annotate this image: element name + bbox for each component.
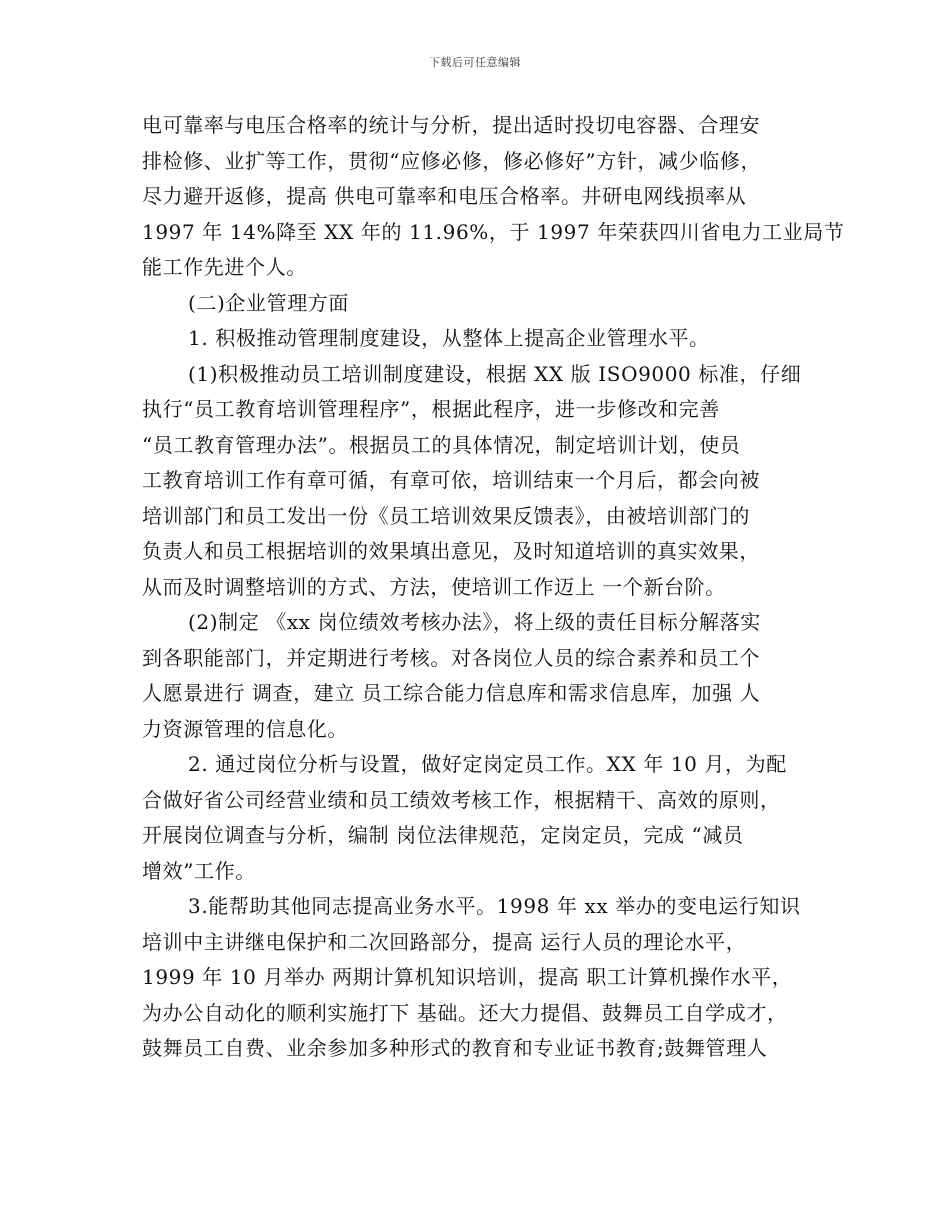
text-line: 合做好省公司经营业绩和员工绩效考核工作，根据精干、高效的原则，: [142, 787, 781, 812]
text-line: 电可靠率与电压合格率的统计与分析，提出适时投切电容器、合理安: [142, 113, 760, 137]
text-line: 1997 年 14%降至 XX 年的 11.96%，于 1997 年荣获四川省电力工业局节: [142, 219, 845, 244]
text-line: 尽力避开返修，提高 供电可靠率和电压合格率。井研电网线损率从: [142, 184, 747, 208]
text-line: 增效”工作。: [142, 858, 256, 883]
text-line: “员工教育管理办法”。根据员工的具体情况，制定培训计划，使员: [142, 432, 741, 457]
text-line: 工教育培训工作有章可循，有章可依，培训结束一个月后，都会向被: [142, 468, 760, 492]
text-line: 力资源管理的信息化。: [142, 716, 348, 741]
text-line: 培训部门和员工发出一份《员工培训效果反馈表》，由被培训部门的: [142, 503, 750, 528]
text-line: 能工作先进个人。: [142, 255, 307, 279]
text-line: 到各职能部门，并定期进行考核。对各岗位人员的综合素养和员工个: [142, 645, 760, 670]
text-line: 鼓舞员工自费、业余参加多种形式的教育和专业证书教育;鼓舞管理人: [142, 1036, 768, 1060]
text-line: 负责人和员工根据培训的效果填出意见，及时知道培训的真实效果，: [142, 539, 760, 563]
text-line: (二)企业管理方面: [188, 290, 350, 315]
text-line: 人愿景进行 调查，建立 员工综合能力信息库和需求信息库，加强 人: [142, 681, 761, 705]
text-line: 开展岗位调查与分析，编制 岗位法律规范，定岗定员，完成 “减员: [142, 823, 744, 847]
page-header: 下载后可任意编辑: [429, 56, 521, 69]
text-line: 3.能帮助其他同志提高业务水平。1998 年 xx 举办的变电运行知识: [188, 894, 801, 918]
text-line: 2. 通过岗位分析与设置，做好定岗定员工作。XX 年 10 月，为配: [188, 752, 787, 776]
text-line: 从而及时调整培训的方式、方法，使培训工作迈上 一个新台阶。: [142, 574, 726, 599]
document-body: [142, 108, 845, 1067]
text-line: 为办公自动化的顺利实施打下 基础。还大力提倡、鼓舞员工自学成才，: [142, 1000, 788, 1025]
text-line: 培训中主讲继电保护和二次回路部分，提高 运行人员的理论水平，: [142, 929, 747, 954]
text-line: 执行“员工教育培训管理程序”，根据此程序，进一步修改和完善: [142, 397, 720, 421]
text-line: (2)制定 《xx 岗位绩效考核办法》，将上级的责任目标分解落实: [188, 610, 761, 634]
text-line: 1999 年 10 月举办 两期计算机知识培训，提高 职工计算机操作水平，: [142, 965, 793, 989]
text-line: 1. 积极推动管理制度建设，从整体上提高企业管理水平。: [188, 326, 710, 350]
text-line: 排检修、业扩等工作，贯彻“应修必修，修必修好”方针，减少临修，: [142, 148, 762, 173]
text-line: (1)积极推动员工培训制度建设，根据 XX 版 ISO9000 标准，仔细: [188, 361, 802, 386]
